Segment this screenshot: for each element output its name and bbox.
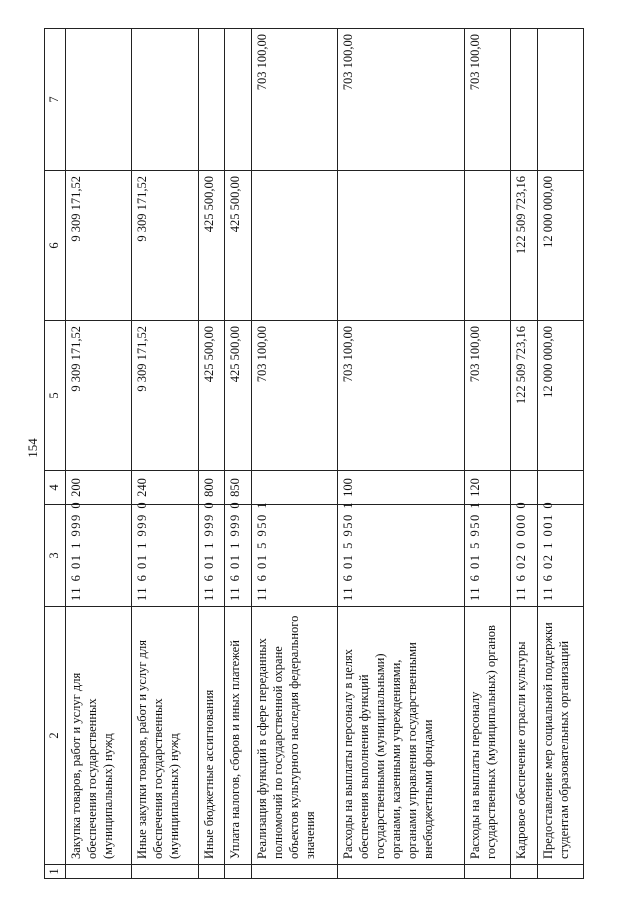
row-name-cell: Иные бюджетные ассигнования <box>198 607 224 865</box>
expense-type-cell: 100 <box>338 471 465 505</box>
amount-cell: 425 500,00 <box>198 171 224 321</box>
amount-cell: 122 509 723,16 <box>511 171 537 321</box>
target-article-code-cell: 11 6 01 1 999 0 <box>225 505 251 607</box>
column-header: 3 <box>45 505 66 607</box>
column-header: 6 <box>45 171 66 321</box>
amount-cell: 425 500,00 <box>198 321 224 471</box>
row-name-cell: Реализация функций в сфере переданных полномочий по государственной охране объектов культурного наследия федерального значения <box>251 607 338 865</box>
column-header: 2 <box>45 607 66 865</box>
row-name-cell: Предоставление мер социальной поддержки студентам образовательных организаций <box>537 607 583 865</box>
amount-cell: 703 100,00 <box>251 29 338 171</box>
row-number-cell <box>338 865 465 879</box>
row-number-cell <box>132 865 198 879</box>
amount-cell: 425 500,00 <box>225 171 251 321</box>
expense-type-cell: 200 <box>66 471 132 505</box>
table-row <box>198 29 224 879</box>
amount-cell: 703 100,00 <box>338 29 465 171</box>
amount-cell: 703 100,00 <box>338 321 465 471</box>
target-article-code-cell: 11 6 01 5 950 1 <box>251 505 338 607</box>
expense-type-cell <box>251 471 338 505</box>
expense-type-cell: 240 <box>132 471 198 505</box>
amount-cell <box>66 29 132 171</box>
column-header-row <box>45 29 66 879</box>
row-name-cell: Расходы на выплаты персоналу государственных (муниципальных) органов <box>464 607 510 865</box>
column-header: 1 <box>45 865 66 879</box>
target-article-code-cell: 11 6 01 1 999 0 <box>198 505 224 607</box>
table-row <box>66 29 132 879</box>
amount-cell <box>537 29 583 171</box>
expense-type-cell <box>537 471 583 505</box>
target-article-code-cell: 11 6 02 0 000 0 <box>511 505 537 607</box>
amount-cell: 12 000 000,00 <box>537 171 583 321</box>
row-name-cell: Расходы на выплаты персоналу в целях обеспечения выполнения функций государственными (муниципальными) органами, казенными учреждениями, органами управления государственными внебюджетными фондами <box>338 607 465 865</box>
target-article-code-cell: 11 6 01 1 999 0 <box>66 505 132 607</box>
table-row <box>225 29 251 879</box>
target-article-code-cell: 11 6 01 1 999 0 <box>132 505 198 607</box>
expense-type-cell <box>511 471 537 505</box>
target-article-code-cell: 11 6 01 5 950 1 <box>338 505 465 607</box>
amount-cell: 703 100,00 <box>464 29 510 171</box>
row-number-cell <box>198 865 224 879</box>
row-number-cell <box>225 865 251 879</box>
table-row <box>251 29 338 879</box>
column-header: 4 <box>45 471 66 505</box>
rotated-page <box>44 29 584 879</box>
page-number: 154 <box>25 438 40 458</box>
row-number-cell <box>537 865 583 879</box>
amount-cell <box>225 29 251 171</box>
amount-cell: 425 500,00 <box>225 321 251 471</box>
row-number-cell <box>464 865 510 879</box>
row-name-cell: Кадровое обеспечение отрасли культуры <box>511 607 537 865</box>
amount-cell: 122 509 723,16 <box>511 321 537 471</box>
row-name-cell: Иные закупки товаров, работ и услуг для обеспечения государственных (муниципальных) нужд <box>132 607 198 865</box>
row-number-cell <box>251 865 338 879</box>
table-row <box>464 29 510 879</box>
amount-cell <box>251 171 338 321</box>
amount-cell: 9 309 171,52 <box>132 171 198 321</box>
amount-cell <box>198 29 224 171</box>
amount-cell: 12 000 000,00 <box>537 321 583 471</box>
table-row <box>338 29 465 879</box>
amount-cell <box>464 171 510 321</box>
target-article-code-cell: 11 6 02 1 001 0 <box>537 505 583 607</box>
row-number-cell <box>511 865 537 879</box>
row-number-cell <box>66 865 132 879</box>
budget-table <box>44 28 584 879</box>
amount-cell: 703 100,00 <box>464 321 510 471</box>
amount-cell <box>511 29 537 171</box>
column-header: 5 <box>45 321 66 471</box>
target-article-code-cell: 11 6 01 5 950 1 <box>464 505 510 607</box>
amount-cell: 9 309 171,52 <box>132 321 198 471</box>
table-row <box>537 29 583 879</box>
row-name-cell: Уплата налогов, сборов и иных платежей <box>225 607 251 865</box>
amount-cell: 703 100,00 <box>251 321 338 471</box>
row-name-cell: Закупка товаров, работ и услуг для обеспечения государственных (муниципальных) нужд <box>66 607 132 865</box>
expense-type-cell: 120 <box>464 471 510 505</box>
amount-cell: 9 309 171,52 <box>66 171 132 321</box>
amount-cell: 9 309 171,52 <box>66 321 132 471</box>
expense-type-cell: 850 <box>225 471 251 505</box>
column-header: 7 <box>45 29 66 171</box>
table-row <box>132 29 198 879</box>
amount-cell <box>338 171 465 321</box>
expense-type-cell: 800 <box>198 471 224 505</box>
table-row <box>511 29 537 879</box>
amount-cell <box>132 29 198 171</box>
